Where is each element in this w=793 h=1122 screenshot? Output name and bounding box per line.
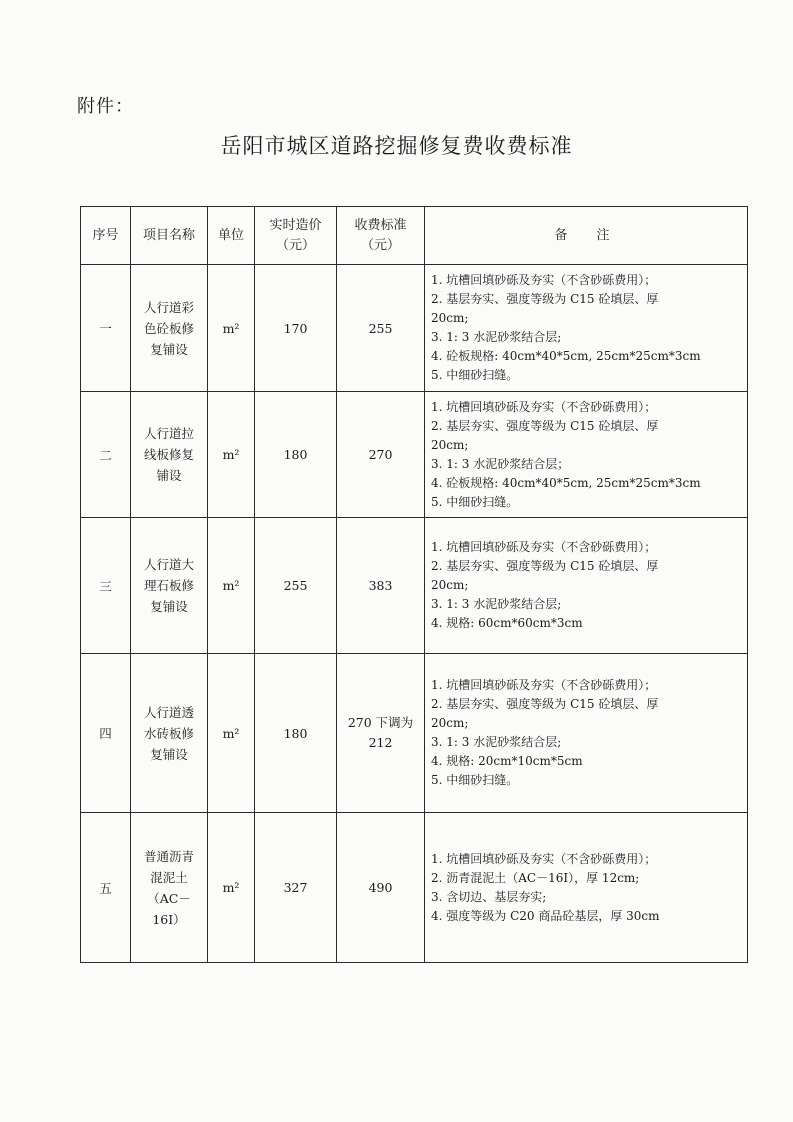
note-line: 4. 砼板规格: 40cm*40*5cm, 25cm*25cm*3cm <box>431 475 701 490</box>
row-fee: 255 <box>337 265 425 392</box>
row-unit: m² <box>208 813 255 963</box>
note-line: 1. 坑槽回填砂砾及夯实（不含砂砾费用）； <box>431 540 657 554</box>
attachment-label: 附件： <box>77 96 134 117</box>
row-notes <box>425 392 748 518</box>
row-no: 一 <box>81 265 131 392</box>
row-no: 二 <box>81 392 131 518</box>
row-cost: 180 <box>255 654 337 813</box>
note-line: 2. 沥青混泥土（AC－16I），厚 12cm; <box>431 870 640 885</box>
row-unit: m² <box>208 392 255 518</box>
row-unit: m² <box>208 518 255 654</box>
row-unit: m² <box>208 654 255 813</box>
table-row <box>81 813 748 963</box>
row-fee: 490 <box>337 813 425 963</box>
header-unit: 单位 <box>208 207 255 265</box>
row-name: 人行道透水砖板修复铺设 <box>131 654 208 813</box>
note-line: 2. 基层夯实、强度等级为 C15 砼填层、厚 <box>431 697 659 711</box>
row-name: 普通沥青混泥土（AC－16I） <box>131 813 208 963</box>
note-line: 3. 1: 3 水泥砂浆结合层; <box>431 330 562 344</box>
header-cost: 实时造价（元） <box>255 207 337 265</box>
note-line: 3. 1: 3 水泥砂浆结合层; <box>431 735 562 749</box>
header-fee: 收费标准（元） <box>337 207 425 265</box>
row-name: 人行道大理石板修复铺设 <box>131 518 208 654</box>
note-line: 5. 中细砂扫缝。 <box>431 368 519 382</box>
row-cost: 255 <box>255 518 337 654</box>
row-cost: 180 <box>255 392 337 518</box>
note-line: 5. 中细砂扫缝。 <box>431 494 519 509</box>
row-cost: 170 <box>255 265 337 392</box>
note-line: 2. 基层夯实、强度等级为 C15 砼填层、厚 <box>431 418 659 433</box>
note-line: 5. 中细砂扫缝。 <box>431 773 519 787</box>
note-line: 20cm; <box>431 437 469 452</box>
note-line: 1. 坑槽回填砂砾及夯实（不含砂砾费用）； <box>431 851 657 866</box>
row-name: 人行道彩色砼板修复铺设 <box>131 265 208 392</box>
row-fee: 270 下调为 212 <box>337 654 425 813</box>
row-fee: 270 <box>337 392 425 518</box>
note-line: 20cm; <box>431 716 469 730</box>
note-line: 4. 砼板规格: 40cm*40*5cm, 25cm*25cm*3cm <box>431 349 701 363</box>
header-notes: 备 注 <box>425 207 748 265</box>
row-notes <box>425 654 748 813</box>
note-line: 20cm; <box>431 578 469 592</box>
row-no: 五 <box>81 813 131 963</box>
row-notes <box>425 518 748 654</box>
row-name: 人行道拉线板修复铺设 <box>131 392 208 518</box>
note-line: 1. 坑槽回填砂砾及夯实（不含砂砾费用）； <box>431 678 657 692</box>
row-cost: 327 <box>255 813 337 963</box>
header-no: 序号 <box>81 207 131 265</box>
fee-standard-table <box>80 206 748 963</box>
note-line: 3. 含切边、基层夯实; <box>431 889 547 904</box>
note-line: 1. 坑槽回填砂砾及夯实（不含砂砾费用）； <box>431 399 657 414</box>
row-no: 四 <box>81 654 131 813</box>
row-no: 三 <box>81 518 131 654</box>
row-fee: 383 <box>337 518 425 654</box>
row-notes <box>425 265 748 392</box>
note-line: 2. 基层夯实、强度等级为 C15 砼填层、厚 <box>431 292 659 306</box>
table-row <box>81 265 748 392</box>
note-line: 3. 1: 3 水泥砂浆结合层; <box>431 597 562 611</box>
table-row <box>81 518 748 654</box>
note-line: 4. 规格: 20cm*10cm*5cm <box>431 754 583 768</box>
header-name: 项目名称 <box>131 207 208 265</box>
row-unit: m² <box>208 265 255 392</box>
note-line: 1. 坑槽回填砂砾及夯实（不含砂砾费用）； <box>431 273 657 287</box>
note-line: 4. 强度等级为 C20 商品砼基层，厚 30cm <box>431 908 660 923</box>
note-line: 20cm; <box>431 311 469 325</box>
document-title: 岳阳市城区道路挖掘修复费收费标准 <box>220 134 573 158</box>
table-row <box>81 654 748 813</box>
note-line: 2. 基层夯实、强度等级为 C15 砼填层、厚 <box>431 559 659 573</box>
row-notes <box>425 813 748 963</box>
table-header-row <box>81 207 748 265</box>
table-row <box>81 392 748 518</box>
note-line: 3. 1: 3 水泥砂浆结合层； <box>431 456 570 471</box>
note-line: 4. 规格: 60cm*60cm*3cm <box>431 616 583 630</box>
